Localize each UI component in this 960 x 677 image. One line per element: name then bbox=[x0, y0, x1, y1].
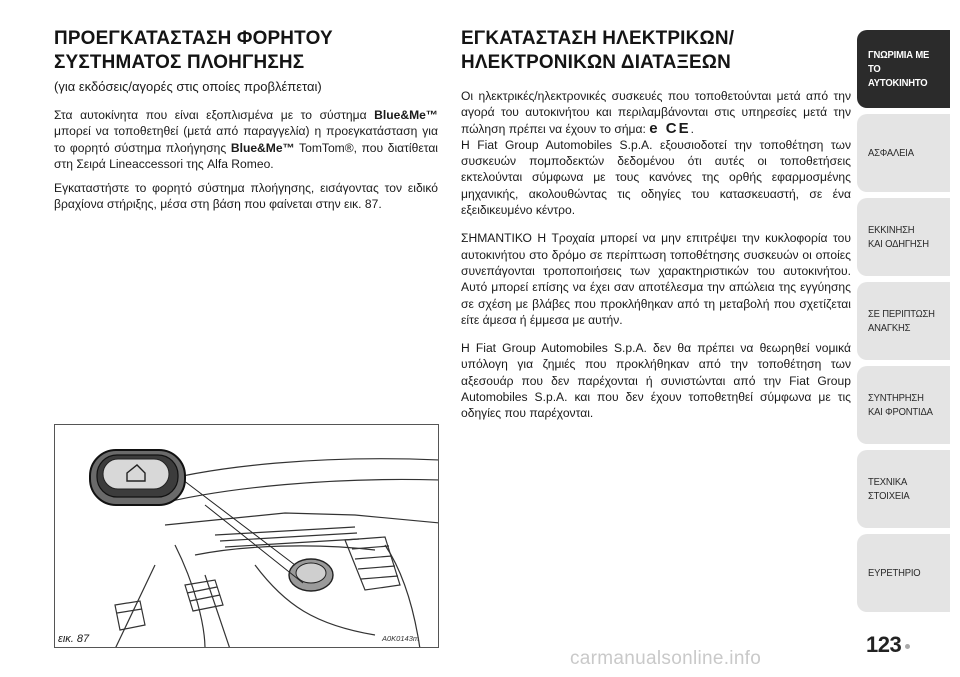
right-paragraph-4: Η Fiat Group Automobiles S.p.A. δεν θα πρέπει να θεωρηθεί νομικά υπόλογη για ζημιές που προκλήθηκαν από την τοποθέτηση των αξεσουάρ που δεν παρέχονται ή συνιστώνται από την Fiat Group Automobiles S.p.A. και που δεν έχουν τοποθετηθεί σύμφωνα με τις οδηγίες που παρέχονται. bbox=[461, 341, 851, 421]
left-title-line2: ΣΥΣΤΗΜΑΤΟΣ ΠΛΟΗΓΗΣΗΣ bbox=[54, 51, 305, 73]
right-title-line2: ΗΛΕΚΤΡΟΝΙΚΩΝ ΔΙΑΤΑΞΕΩΝ bbox=[461, 51, 732, 73]
watermark: carmanualsonline.info bbox=[570, 648, 762, 669]
tab-starting-driving[interactable] bbox=[857, 198, 950, 276]
tab-label: ΤΕΧΝΙΚΑ ΣΤΟΙΧΕΙΑ bbox=[868, 476, 910, 502]
left-paragraph-1 bbox=[54, 107, 438, 172]
tab-label: ΣΥΝΤΗΡΗΣΗ ΚΑΙ ΦΡΟΝΤΙΔΑ bbox=[868, 392, 933, 418]
tab-emergency[interactable] bbox=[857, 282, 950, 360]
right-p1-text: Οι ηλεκτρικές/ηλεκτρονικές συσκευές που τοποθετούνται μετά από την αγορά του αυτοκινήτου και περιλαμβάνονται στις υπηρεσίες μετά την πώληση πρέπει να έχουν το σήμα: bbox=[461, 89, 851, 136]
dashboard-illustration bbox=[55, 425, 439, 648]
ce-mark: e CE bbox=[649, 119, 691, 137]
right-column bbox=[461, 26, 851, 430]
tab-label: ΕΥΡΕΤΗΡΙΟ bbox=[868, 567, 921, 579]
tab-getting-to-know[interactable] bbox=[857, 30, 950, 108]
tab-index[interactable] bbox=[857, 534, 950, 612]
tab-label: ΓΝΩΡΙΜΙΑ ΜΕ ΤΟ ΑΥΤΟΚΙΝΗΤΟ bbox=[868, 49, 930, 89]
brand-blue-me-1: Blue&Me™ bbox=[374, 108, 438, 122]
right-paragraph-1 bbox=[461, 88, 851, 137]
left-paragraph-2: Εγκαταστήστε το φορητό σύστημα πλοήγησης, εισάγοντας τον ειδικό βραχίονα στήριξης, μέσα στη βάση που φαίνεται στην εικ. 87. bbox=[54, 181, 438, 212]
tab-label: ΑΣΦΑΛΕΙΑ bbox=[868, 147, 914, 159]
tab-label: ΕΚΚΙΝΗΣΗ ΚΑΙ ΟΔΗΓΗΣΗ bbox=[868, 224, 929, 250]
left-subtitle: (για εκδόσεις/αγορές στις οποίες προβλέπεται) bbox=[54, 79, 322, 94]
page-number: 123 bbox=[866, 632, 910, 658]
right-section-title bbox=[461, 26, 839, 74]
tab-maintenance[interactable] bbox=[857, 366, 950, 444]
tab-technical-data[interactable] bbox=[857, 450, 950, 528]
figure-code: A0K0143m bbox=[382, 634, 420, 643]
right-p1-end: . bbox=[690, 121, 694, 136]
left-p1-text-a: Στα αυτοκίνητα που είναι εξοπλισμένα με το σύστημα bbox=[54, 108, 375, 122]
chapter-tabs bbox=[857, 30, 960, 618]
left-p1-text-c: TomTom®, που διατίθεται στη Σειρά Lineaccessori της Alfa Romeo. bbox=[54, 140, 438, 171]
left-section-title bbox=[54, 26, 426, 74]
tab-label: ΣΕ ΠΕΡΙΠΤΩΣΗ ΑΝΑΓΚΗΣ bbox=[868, 308, 935, 334]
right-title-line1: ΕΓΚΑΤΑΣΤΑΣΗ ΗΛΕΚΤΡΙΚΩΝ/ bbox=[461, 27, 735, 49]
figure-caption: εικ. 87 bbox=[58, 633, 90, 645]
left-p1-text-b: μπορεί να τοποθετηθεί (μετά από παραγγελία) η προεγκατάσταση για το φορητό σύστημα πλοήγησης bbox=[54, 124, 438, 155]
tab-safety[interactable] bbox=[857, 114, 950, 192]
left-title-line1: ΠΡΟΕΓΚΑΤΑΣΤΑΣΗ ΦΟΡΗΤΟΥ bbox=[54, 27, 333, 49]
dashboard-figure bbox=[54, 424, 439, 648]
left-column bbox=[54, 26, 438, 221]
brand-blue-me-2: Blue&Me™ bbox=[230, 140, 295, 155]
right-paragraph-2: Η Fiat Group Automobiles S.p.A. εξουσιοδοτεί την τοποθέτηση των συσκευών πομποδεκτών δεδομένου ότι αυτές οι τοποθετήσεις εκτελούνται σύμφωνα με τους κανόνες της ορθής εφαρμοσμένης μηχανικής, ακολουθώντας τις οδηγίες του κατασκευαστή, σε ένα εξειδικευμένο κέντρο. bbox=[461, 137, 851, 218]
right-paragraph-3: ΣΗΜΑΝΤΙΚΟ Η Τροχαία μπορεί να μην επιτρέψει την κυκλοφορία του αυτοκινήτου στο δρόμο σε περίπτωση τοποθέτησης συσκευών οι οποίες συνεπάγονται τροποποιήσεις των χαρακτηριστικών του αυτοκινήτου. Αυτό μπορεί επίσης να έχει σαν αποτέλεσμα την απώλεια της εγγύησης σε σχέση με βλάβες που προκλήθηκαν από τη μεταβολή που σχετίζεται είτε άμεσα ή έμμεσα με αυτήν. bbox=[461, 231, 851, 327]
